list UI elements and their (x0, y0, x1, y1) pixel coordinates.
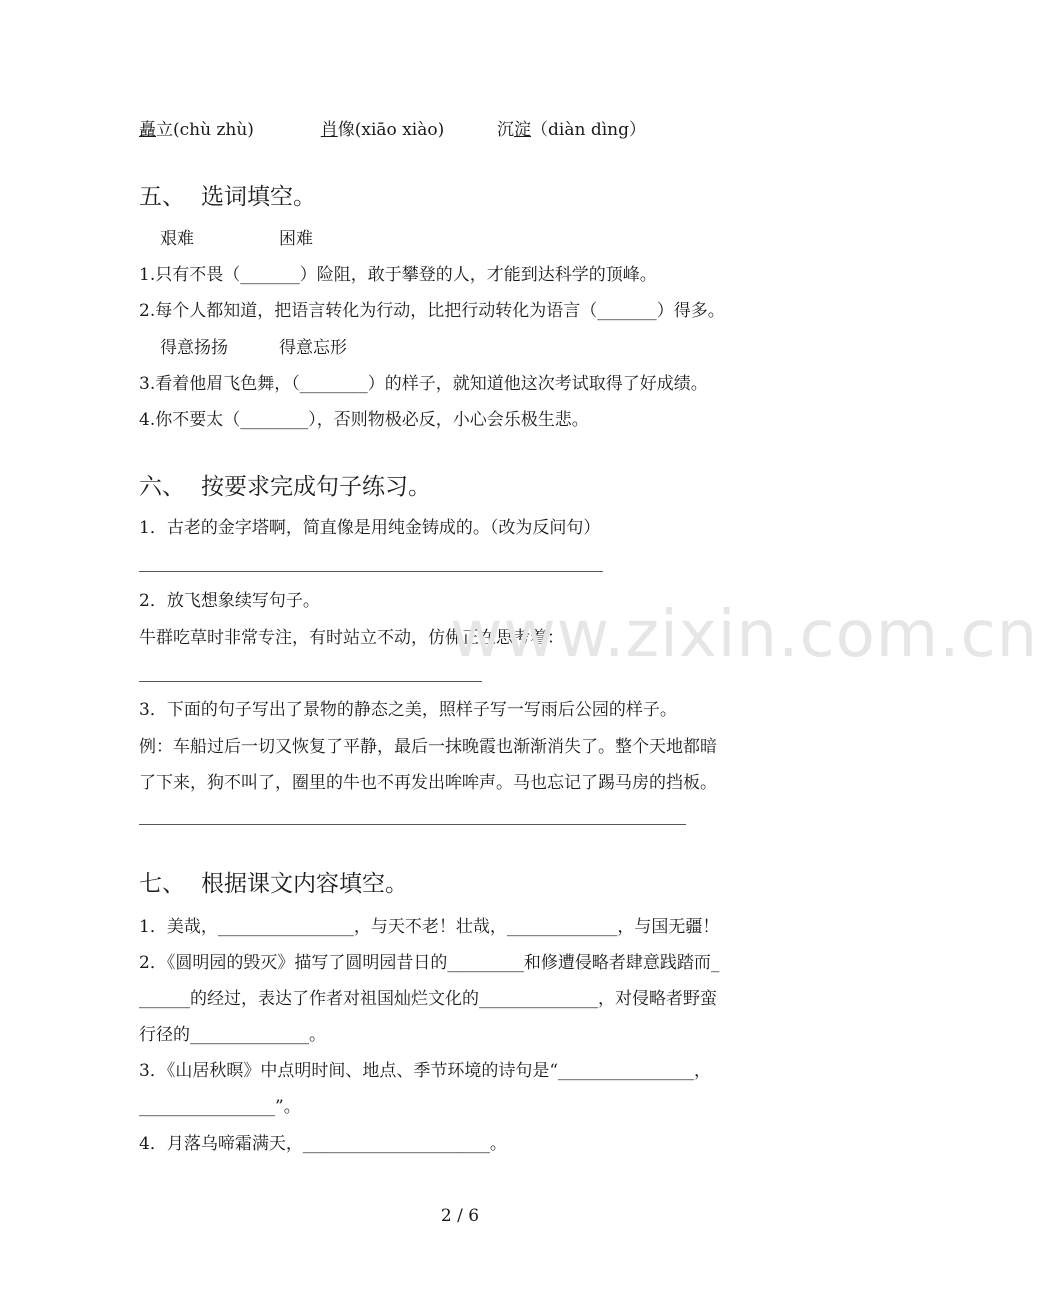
question-7-4: 4．月落乌啼霜满天，______________________。 (139, 1134, 507, 1154)
section-6-title: 按要求完成句子练习。 (201, 474, 431, 500)
example-line-1: 例：车船过后一切又恢复了平静，最后一抹晚霞也渐渐消失了。整个天地都暗 (139, 737, 717, 757)
question-5-3: 3.看着他眉飞色舞，（________）的样子，就知道他这次考试取得了好成绩。 (139, 374, 708, 394)
pinyin-line (139, 119, 646, 141)
section-5-heading (139, 183, 316, 211)
question-5-4: 4.你不要太（________），否则物极必反，小心会乐极生悲。 (139, 410, 589, 430)
page-number: 2 / 6 (440, 1206, 480, 1226)
section-7-heading (139, 870, 408, 898)
pinyin-word-3-char: 淀 (514, 120, 532, 140)
section-6-number: 六、 (139, 474, 185, 500)
section-7-title: 根据课文内容填空。 (201, 871, 408, 897)
pinyin-word-1-char: 矗 (139, 120, 156, 140)
question-6-3: 3．下面的句子写出了景物的静态之美，照样子写一写雨后公园的样子。 (139, 700, 677, 720)
pinyin-word-2-char: 肖 (320, 120, 338, 140)
question-6-2-prompt: 牛群吃草时非常专注，有时站立不动，仿佛正在思考着： (139, 628, 564, 648)
example-line-2: 了下来，狗不叫了，圈里的牛也不再发出哞哞声。马也忘记了踢马房的挡板。 (139, 773, 717, 793)
pinyin-word-3: （diàn dìng） (531, 120, 647, 140)
word-option: 困难 (279, 229, 313, 249)
word-option: 得意忘形 (279, 338, 347, 358)
answer-line (139, 571, 603, 572)
question-6-1: 1．古老的金字塔啊，简直像是用纯金铸成的。（改为反问句） (139, 518, 601, 538)
pinyin-word-2: 像(xiāo xiào) (337, 120, 445, 140)
question-7-3-line-1: 3．《山居秋暝》中点明时间、地点、季节环境的诗句是“________________， (139, 1061, 712, 1081)
word-option: 得意扬扬 (160, 338, 228, 358)
answer-line (139, 824, 686, 825)
section-5-number: 五、 (139, 184, 185, 210)
word-options-2 (160, 337, 347, 359)
question-6-2: 2．放飞想象续写句子。 (139, 591, 320, 611)
pinyin-word-3-plain: 沉 (497, 120, 515, 140)
word-options-1 (160, 228, 313, 250)
question-7-2-line-1: 2．《圆明园的毁灭》描写了圆明园昔日的_________和修遭侵略者肆意践踏而_ (139, 953, 720, 973)
section-6-heading (139, 473, 431, 501)
section-7-number: 七、 (139, 871, 185, 897)
pinyin-word-1: 立(chù zhù) (156, 120, 254, 140)
watermark: www.zixin.com.cn (450, 598, 1038, 672)
question-7-1: 1．美哉，________________，与天不老！壮哉，_____________，与国无疆！ (139, 917, 720, 937)
question-7-3-line-2: ________________”。 (139, 1097, 301, 1117)
answer-line (139, 681, 482, 682)
question-7-2-line-3: 行径的______________。 (139, 1025, 326, 1045)
question-5-2: 2.每个人都知道，把语言转化为行动，比把行动转化为语言（_______）得多。 (139, 301, 725, 321)
word-option: 艰难 (160, 229, 194, 249)
question-5-1: 1.只有不畏（_______）险阻，敢于攀登的人，才能到达科学的顶峰。 (139, 265, 657, 285)
section-5-title: 选词填空。 (201, 184, 316, 210)
question-7-2-line-2: ______的经过，表达了作者对祖国灿烂文化的______________，对侵略者野蛮 (139, 989, 717, 1009)
